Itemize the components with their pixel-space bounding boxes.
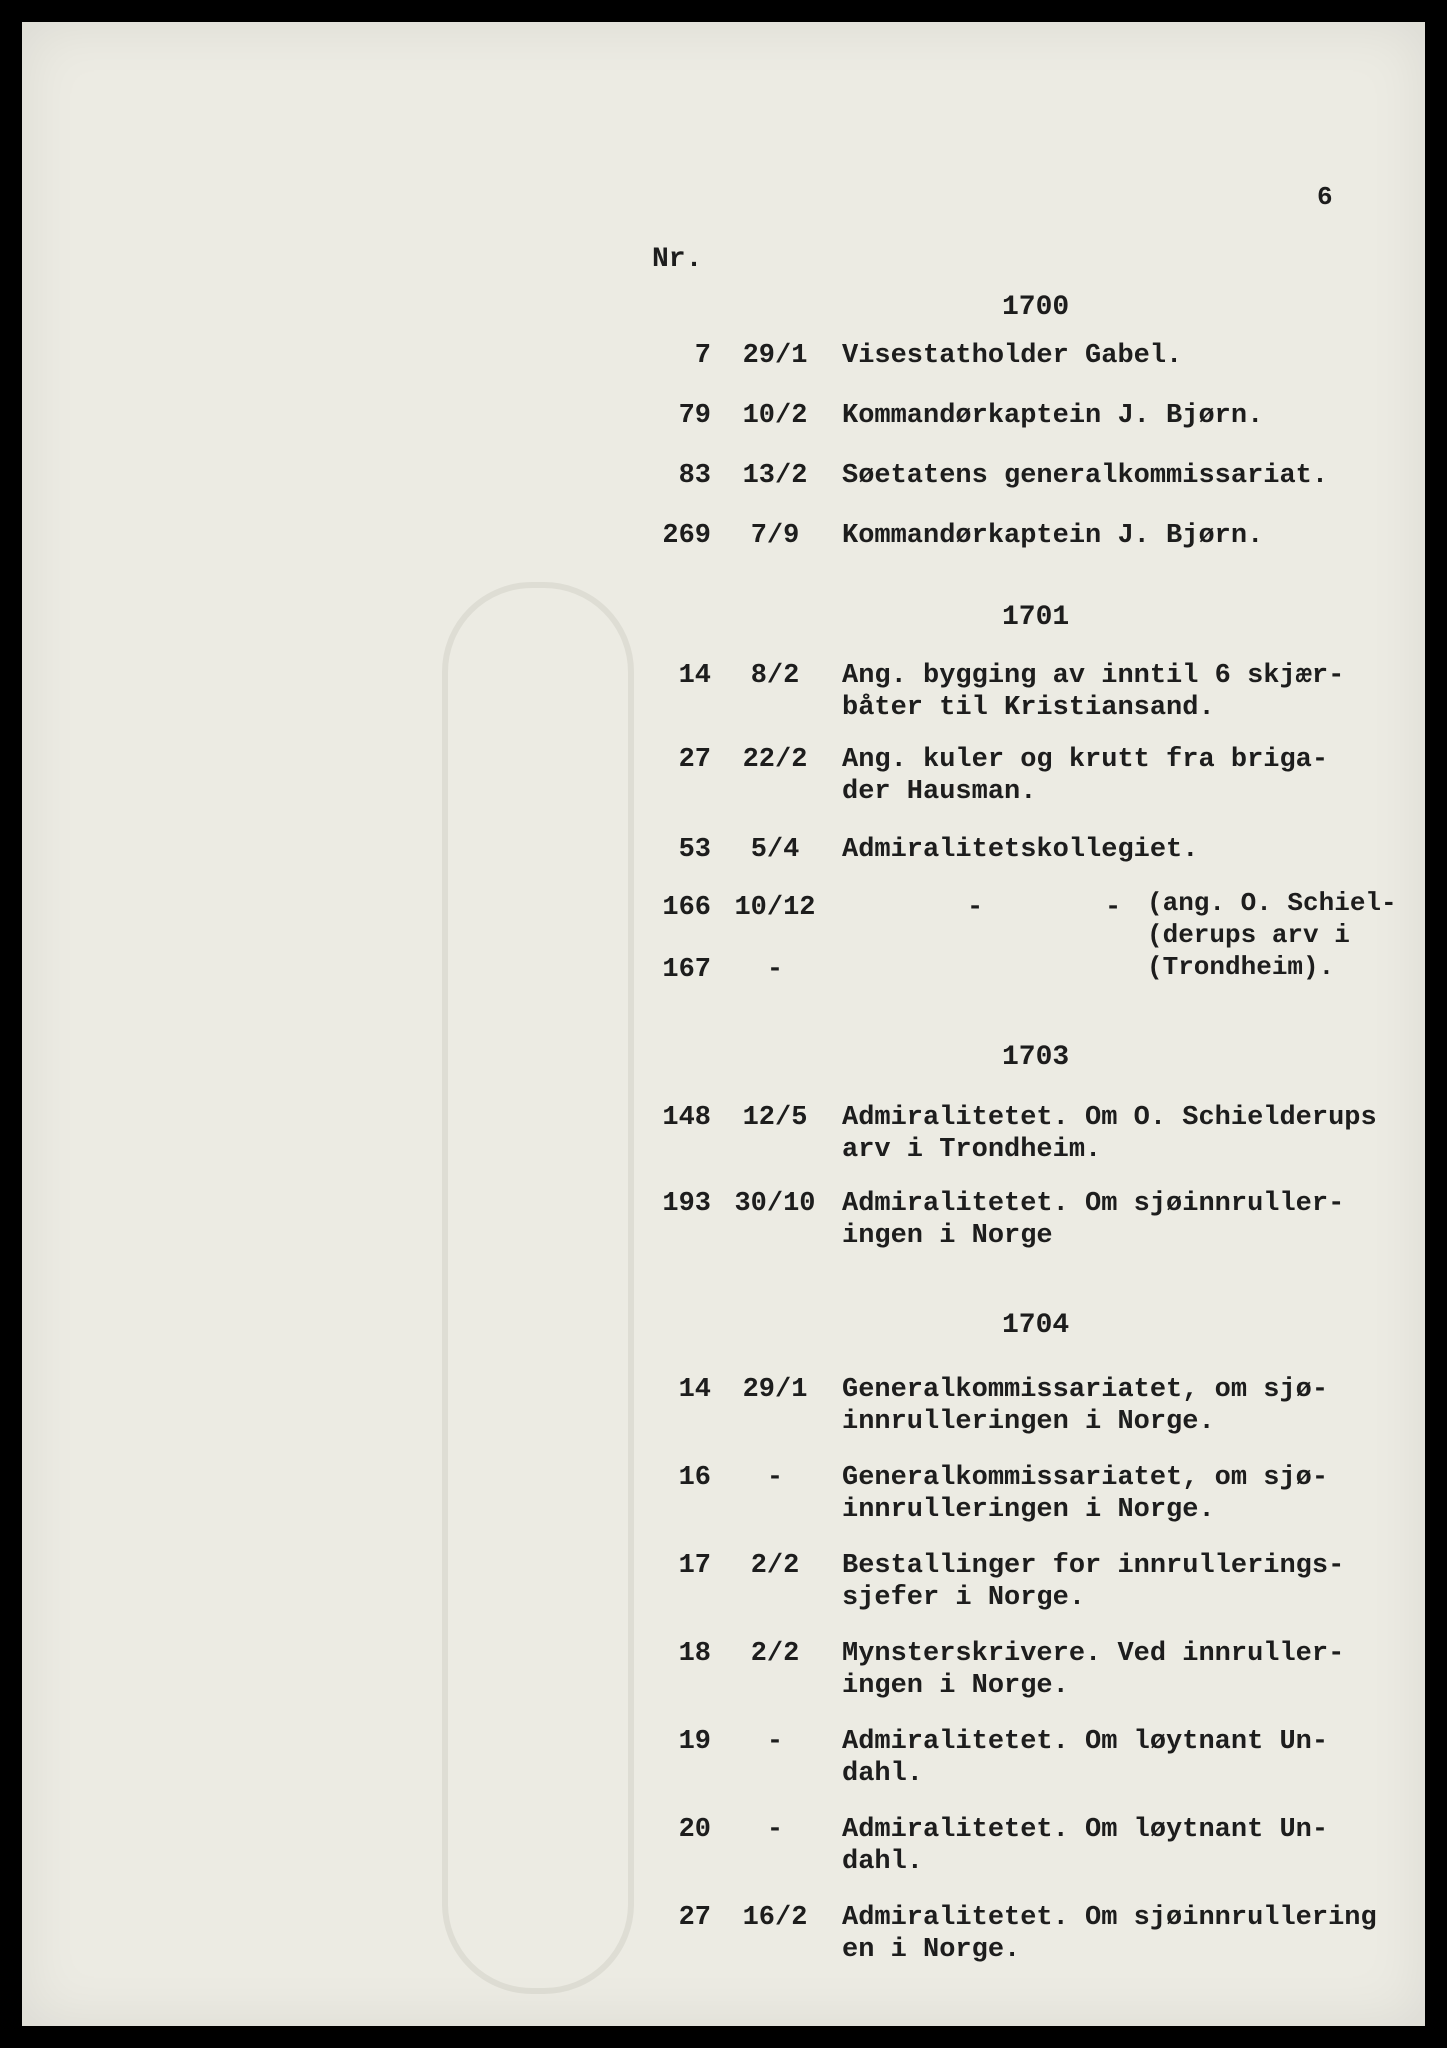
brace-note-line: (ang. O. Schiel-	[1147, 888, 1397, 918]
entry-number: 193	[662, 1189, 711, 1219]
entry-number: 20	[678, 1815, 711, 1845]
entry-number: 16	[678, 1463, 711, 1493]
entry-text: Admiralitetet. Om løytnant Un- dahl.	[842, 1815, 1329, 1877]
entry-number: 19	[678, 1727, 711, 1757]
entry-text: Admiralitetet. Om sjøinnruller- ingen i Norge	[842, 1189, 1345, 1251]
year-heading: 1701	[1002, 602, 1070, 633]
ditto-mark: -	[1105, 893, 1122, 923]
entry-date: 10/2	[742, 401, 808, 431]
entry-date: 12/5	[742, 1103, 808, 1133]
entry-number: 14	[678, 1375, 711, 1405]
entry-date: 5/4	[750, 835, 800, 865]
nr-heading: Nr.	[652, 244, 703, 275]
entry-text: Admiralitetet. Om O. Schielderups arv i Trondheim.	[842, 1103, 1377, 1165]
entry-number: 148	[662, 1103, 711, 1133]
entry-number: 83	[678, 461, 711, 491]
entry-date: 2/2	[750, 1639, 800, 1669]
entry-date: 10/12	[734, 893, 816, 923]
entry-number: 53	[678, 835, 711, 865]
entry-number: 269	[662, 521, 711, 551]
entry-date: -	[766, 955, 784, 985]
ditto-mark: -	[967, 893, 984, 923]
year-heading: 1703	[1002, 1042, 1070, 1073]
entry-text: Mynsterskrivere. Ved innruller- ingen i Norge.	[842, 1639, 1345, 1701]
year-heading: 1704	[1002, 1310, 1070, 1341]
entry-text: Bestallinger for innrullerings- sjefer i Norge.	[842, 1551, 1345, 1613]
entry-date: -	[766, 1463, 784, 1493]
entry-number: 79	[678, 401, 711, 431]
entry-date: 13/2	[742, 461, 808, 491]
entry-number: 7	[694, 341, 711, 371]
entry-date: 2/2	[750, 1551, 800, 1581]
entry-text: Generalkommissariatet, om sjø- innrulleringen i Norge.	[842, 1375, 1329, 1437]
entry-date: 7/9	[750, 521, 800, 551]
entry-number: 166	[662, 893, 711, 923]
entry-number: 27	[678, 1903, 711, 1933]
entry-number: 14	[678, 661, 711, 691]
brace-note-line: (derups arv i	[1147, 920, 1350, 950]
entry-text: Admiralitetet. Om løytnant Un- dahl.	[842, 1727, 1329, 1789]
faded-stamp	[442, 582, 634, 1994]
entry-date: 29/1	[742, 1375, 808, 1405]
entry-number: 18	[678, 1639, 711, 1669]
page-number: 6	[1317, 182, 1333, 212]
entry-number: 27	[678, 745, 711, 775]
entry-number: 17	[678, 1551, 711, 1581]
entry-text: Admiralitetskollegiet.	[842, 835, 1199, 865]
entry-date: -	[766, 1727, 784, 1757]
brace-note	[1147, 887, 1397, 983]
entry-text: Søetatens generalkommissariat.	[842, 461, 1329, 491]
entry-text: Admiralitetet. Om sjøinnrullering en i Norge.	[842, 1903, 1377, 1965]
brace-note-line: (Trondheim).	[1147, 952, 1335, 982]
entry-text: Ang. kuler og krutt fra briga- der Hausman.	[842, 745, 1329, 807]
entry-date: 8/2	[750, 661, 800, 691]
entry-text: Visestatholder Gabel.	[842, 341, 1183, 371]
entry-text: Kommandørkaptein J. Bjørn.	[842, 401, 1264, 431]
entry-date: -	[766, 1815, 784, 1845]
entry-text: Ang. bygging av inntil 6 skjær- båter til Kristiansand.	[842, 661, 1345, 723]
document-page	[22, 22, 1425, 2026]
entry-number: 167	[662, 955, 711, 985]
entry-date: 30/10	[734, 1189, 816, 1219]
entry-date: 29/1	[742, 341, 808, 371]
entry-date: 22/2	[742, 745, 808, 775]
entry-text: Kommandørkaptein J. Bjørn.	[842, 521, 1264, 551]
entry-date: 16/2	[742, 1903, 808, 1933]
entry-text: Generalkommissariatet, om sjø- innrulleringen i Norge.	[842, 1463, 1329, 1525]
year-heading: 1700	[1002, 292, 1070, 323]
